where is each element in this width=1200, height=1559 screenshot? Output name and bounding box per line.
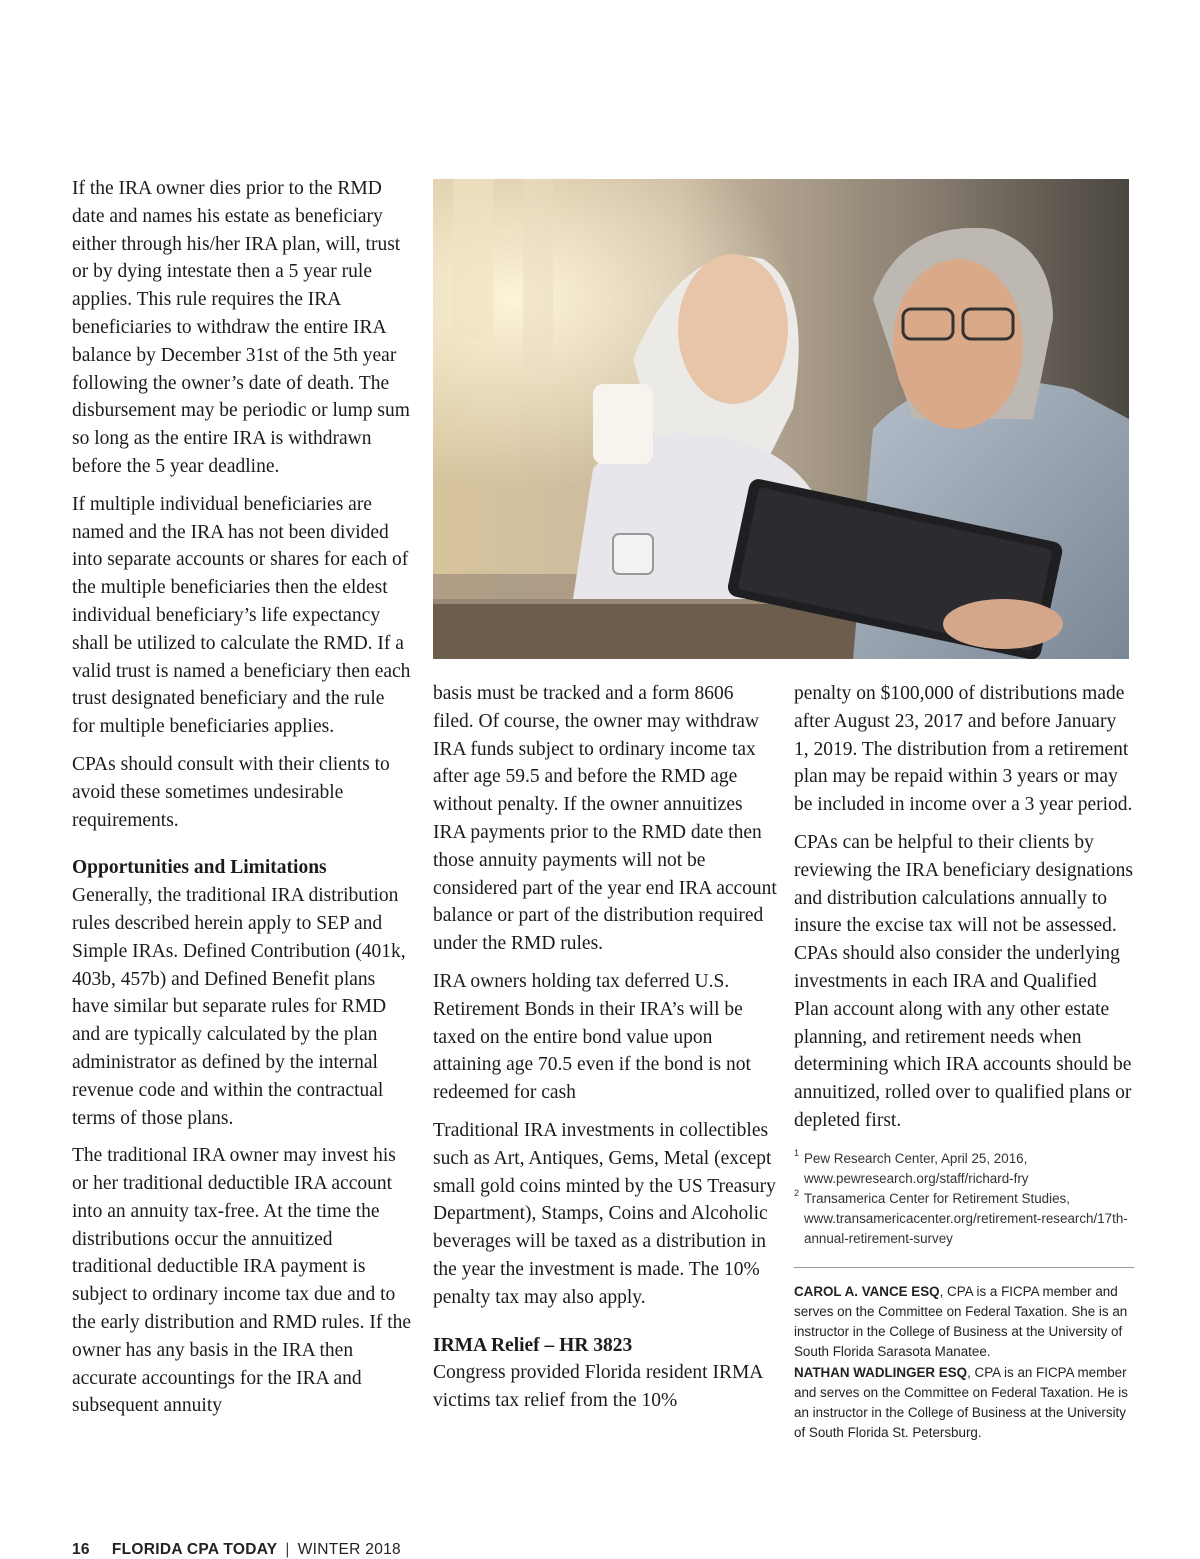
author-description: , CPA is an FICPA member and serves on the Committee on Federal Taxation. He is an instructor in the College of Business at the University of South Florida St. Petersburg.: [794, 1364, 1128, 1441]
author-bio: [794, 1282, 1134, 1444]
footnote-text: Pew Research Center, April 25, 2016, www.pewresearch.org/staff/richard-fry: [804, 1150, 1029, 1186]
paragraph: Generally, the traditional IRA distribution rules described herein apply to SEP and Simple IRAs. Defined Contribution (401k, 403b, 457b) and Defined Benefit plans have similar but separate rules for RMD and are typically calculated by the plan administrator as defined by the internal revenue code and within the contractual terms of those plans.: [72, 885, 406, 1129]
paragraph: If the IRA owner dies prior to the RMD date and names his estate as beneficiary either through his/her IRA plan, will, trust or by dying intestate then a 5 year rule applies. This rule requires the IRA beneficiaries to withdraw the entire IRA balance by December 31st of the 5th year following the owner’s date of death. The disbursement may be periodic or lump sum so long as the entire IRA is withdrawn before the 5 year deadline.: [72, 178, 410, 477]
paragraph: The traditional IRA owner may invest his or her traditional deductible IRA account into an annuity tax-free. At the time the distributions occur the annuitized traditional deductible IRA payment is subject to ordinary income tax due and to the early distribution and RMD rules. If the owner has any basis in the IRA then accurate accountings for the IRA and subsequent annuity: [72, 1145, 412, 1417]
footnote: [794, 1149, 1134, 1189]
page-number: 16: [72, 1541, 90, 1558]
author-name: CAROL A. VANCE ESQ: [794, 1283, 940, 1299]
footnote-number: 1: [794, 1147, 800, 1158]
paragraph: basis must be tracked and a form 8606 filed. Of course, the owner may withdraw IRA funds subject to ordinary income tax after age 59.5 and before the RMD age without penalty. If the owner annuitizes IRA payments prior to the RMD date then those annuity payments will not be considered part of the year end IRA account balance or part of the distribution required under the RMD rules.: [433, 683, 777, 955]
magazine-title: FLORIDA CPA TODAY: [111, 1541, 278, 1558]
article-column-3: [794, 680, 1134, 1443]
article-column-2: [433, 680, 778, 1425]
paragraph: Congress provided Florida resident IRMA victims tax relief from the 10%: [433, 1362, 763, 1412]
footnote-text: Transamerica Center for Retirement Studies, www.transamericacenter.org/retirement-research/17th-annual-retirement-survey: [804, 1190, 1128, 1246]
paragraph: IRA owners holding tax deferred U.S. Retirement Bonds in their IRA’s will be taxed on the entire bond value upon attaining age 70.5 even if the bond is not redeemed for cash: [433, 970, 751, 1104]
footnote: [794, 1189, 1134, 1249]
page-footer: [72, 1541, 401, 1559]
issue-label: WINTER 2018: [297, 1541, 401, 1558]
article-photo: [433, 179, 1129, 659]
paragraph: penalty on $100,000 of distributions made after August 23, 2017 and before January 1, 2019. The distribution from a retirement plan may be repaid within 3 years or may be included in income over a 3 year period.: [794, 683, 1133, 816]
section-heading: Opportunities and Limitations: [72, 857, 327, 879]
footer-separator: |: [285, 1541, 290, 1558]
divider: [794, 1267, 1134, 1268]
paragraph: CPAs should consult with their clients to avoid these sometimes undesirable requirements.: [72, 753, 390, 831]
paragraph: If multiple individual beneficiaries are named and the IRA has not been divided into separate accounts or shares for each of the multiple beneficiaries then the eldest individual beneficiary’s life expectancy shall be utilized to calculate the RMD. If a valid trust is named a beneficiary then each trust designated beneficiary and the rule for multiple beneficiaries applies.: [72, 493, 411, 738]
footnote-number: 2: [794, 1187, 800, 1198]
footnotes: [794, 1149, 1134, 1249]
author-name: NATHAN WADLINGER ESQ: [794, 1364, 968, 1380]
article-column-1: [72, 175, 412, 1430]
photo-illustration: [433, 179, 1129, 659]
paragraph: CPAs can be helpful to their clients by reviewing the IRA beneficiary designations and distribution calculations annually to insure the excise tax will not be assessed. CPAs should also consider the underlying investments in each IRA and Qualified Plan account along with any other estate planning, and retirement needs when determining which IRA accounts should be annuitized, rolled over to qualified plans or depleted first.: [794, 831, 1133, 1131]
section-heading: IRMA Relief – HR 3823: [433, 1334, 633, 1356]
paragraph: Traditional IRA investments in collectibles such as Art, Antiques, Gems, Metal (except small gold coins minted by the US Treasury Department), Stamps, Coins and Alcoholic beverages will be taxed as a distribution in the year the investment is made. The 10% penalty tax may also apply.: [433, 1119, 776, 1308]
author-description: , CPA is a FICPA member and serves on the Committee on Federal Taxation. She is an instructor in the College of Business at the University of South Florida Sarasota Manatee.: [794, 1283, 1128, 1360]
